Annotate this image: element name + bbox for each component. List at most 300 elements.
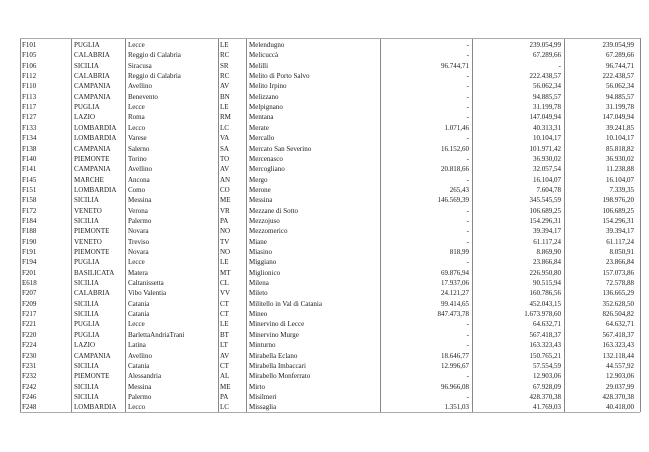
row-sigla: LE bbox=[220, 103, 229, 112]
row-code: F224 bbox=[22, 341, 37, 350]
row-amount-a: 12.996,67 bbox=[441, 361, 469, 370]
row-amount-a: - bbox=[466, 82, 469, 91]
row-region: PIEMONTE bbox=[74, 227, 110, 236]
row-code: F191 bbox=[22, 248, 37, 256]
row-province: Catania bbox=[128, 299, 150, 308]
row-code: F117 bbox=[22, 103, 37, 112]
row-code: F184 bbox=[22, 216, 37, 225]
row-comune: Melendugno bbox=[249, 41, 285, 49]
row-amount-a: - bbox=[466, 175, 469, 184]
row-sigla: AL bbox=[220, 372, 230, 381]
row-amount-a: - bbox=[466, 372, 469, 381]
row-amount-b: 23.866,84 bbox=[533, 258, 561, 267]
row-amount-c: 39.241,85 bbox=[606, 123, 634, 132]
row-amount-b: 32.057,54 bbox=[533, 165, 561, 174]
row-amount-a: 96.744,71 bbox=[441, 61, 469, 70]
row-amount-a: - bbox=[466, 154, 469, 163]
row-comune: Miasino bbox=[249, 248, 272, 256]
row-amount-b: 226.950,80 bbox=[529, 268, 561, 277]
row-region: SICILIA bbox=[74, 392, 99, 401]
row-amount-a: 17.937,06 bbox=[441, 279, 469, 288]
row-amount-a: 16.152,60 bbox=[441, 144, 469, 153]
row-amount-b: - bbox=[558, 61, 561, 70]
row-province: BarlettaAndriaTrani bbox=[128, 330, 185, 339]
row-province: Ancona bbox=[128, 175, 150, 184]
row-amount-b: 8.869,90 bbox=[536, 248, 561, 256]
row-comune: Mirabella Eclano bbox=[249, 351, 298, 360]
row-province: Alessandria bbox=[128, 372, 162, 381]
row-amount-a: 847.473,78 bbox=[437, 310, 469, 319]
row-amount-b: 160.786,56 bbox=[529, 289, 561, 298]
table-row bbox=[0, 185, 649, 196]
row-comune: Missaglia bbox=[249, 403, 277, 412]
table-row bbox=[0, 226, 649, 237]
row-amount-c: 85.818,82 bbox=[606, 144, 634, 153]
row-sigla: VV bbox=[220, 289, 231, 298]
row-code: F140 bbox=[22, 154, 37, 163]
row-region: VENETO bbox=[74, 237, 102, 246]
row-code: F101 bbox=[22, 41, 37, 49]
row-amount-c: 44.557,92 bbox=[606, 361, 634, 370]
row-amount-a: - bbox=[466, 51, 469, 60]
row-amount-a: 20.818,66 bbox=[441, 165, 469, 174]
row-region: VENETO bbox=[74, 206, 102, 215]
row-province: Palermo bbox=[128, 216, 152, 225]
row-amount-c: 64.632,71 bbox=[606, 320, 634, 329]
row-sigla: PA bbox=[220, 392, 229, 401]
row-code: F138 bbox=[22, 144, 37, 153]
row-region: BASILICATA bbox=[74, 268, 115, 277]
table-row bbox=[0, 102, 649, 113]
row-province: Lecce bbox=[128, 320, 145, 329]
row-province: Lecce bbox=[128, 258, 145, 267]
row-region: LOMBARDIA bbox=[74, 134, 117, 143]
row-region: MARCHE bbox=[74, 175, 104, 184]
row-code: F209 bbox=[22, 299, 37, 308]
row-amount-b: 222.438,57 bbox=[529, 72, 561, 81]
row-amount-a: - bbox=[466, 392, 469, 401]
row-comune: Mercogliano bbox=[249, 165, 285, 174]
row-amount-c: 132.118,44 bbox=[602, 351, 634, 360]
row-amount-a: - bbox=[466, 227, 469, 236]
row-region: PIEMONTE bbox=[74, 248, 110, 256]
row-amount-c: 154.296,31 bbox=[602, 216, 634, 225]
row-region: PUGLIA bbox=[74, 41, 100, 49]
row-amount-b: 39.394,17 bbox=[533, 227, 561, 236]
row-amount-a: - bbox=[466, 92, 469, 101]
row-code: F105 bbox=[22, 51, 37, 60]
row-comune: Melito di Porto Salvo bbox=[249, 72, 310, 81]
row-code: F220 bbox=[22, 330, 37, 339]
row-region: SICILIA bbox=[74, 196, 99, 205]
row-amount-c: 67.289,66 bbox=[606, 51, 634, 60]
table-row bbox=[0, 175, 649, 186]
row-comune: Mercenasco bbox=[249, 154, 283, 163]
row-sigla: CT bbox=[220, 310, 229, 319]
row-amount-c: 136.665,29 bbox=[602, 289, 634, 298]
row-province: Verona bbox=[128, 206, 148, 215]
row-code: F141 bbox=[22, 165, 37, 174]
row-region: LOMBARDIA bbox=[74, 123, 117, 132]
row-code: F207 bbox=[22, 289, 37, 298]
row-amount-c: 10.104,17 bbox=[606, 134, 634, 143]
row-amount-a: - bbox=[466, 320, 469, 329]
row-province: Latina bbox=[128, 341, 146, 350]
row-amount-b: 154.296,31 bbox=[529, 216, 561, 225]
row-code: F188 bbox=[22, 227, 37, 236]
row-code: F232 bbox=[22, 372, 37, 381]
row-region: CALABRIA bbox=[74, 289, 110, 298]
row-sigla: SR bbox=[220, 61, 229, 70]
row-region: SICILIA bbox=[74, 61, 99, 70]
row-code: F134 bbox=[22, 134, 37, 143]
table-row bbox=[0, 351, 649, 362]
row-amount-b: 40.313,31 bbox=[533, 123, 561, 132]
row-sigla: CO bbox=[220, 185, 230, 194]
row-amount-c: 222.438,57 bbox=[602, 72, 634, 81]
row-comune: Minervino di Lecce bbox=[249, 320, 305, 329]
row-amount-c: 8.050,91 bbox=[609, 248, 634, 256]
row-sigla: AV bbox=[220, 165, 230, 174]
row-sigla: AN bbox=[220, 175, 231, 184]
row-region: SICILIA bbox=[74, 279, 99, 288]
row-code: F145 bbox=[22, 175, 37, 184]
row-code: F217 bbox=[22, 310, 37, 319]
row-province: Lecce bbox=[128, 41, 145, 49]
row-province: Messina bbox=[128, 196, 152, 205]
row-amount-b: 12.903,06 bbox=[533, 372, 561, 381]
row-amount-c: 56.062,34 bbox=[606, 82, 634, 91]
row-amount-c: 72.578,88 bbox=[606, 279, 634, 288]
row-amount-b: 90.515,94 bbox=[533, 279, 561, 288]
row-sigla: TV bbox=[220, 237, 230, 246]
row-sigla: LE bbox=[220, 41, 229, 49]
row-amount-c: 23.866,84 bbox=[606, 258, 634, 267]
table-row bbox=[0, 402, 649, 413]
row-comune: Miglionico bbox=[249, 268, 281, 277]
row-province: Treviso bbox=[128, 237, 150, 246]
row-comune: Minervino Murge bbox=[249, 330, 299, 339]
row-amount-c: 11.238,88 bbox=[606, 165, 634, 174]
row-comune: Merone bbox=[249, 185, 271, 194]
row-sigla: LE bbox=[220, 258, 229, 267]
row-amount-b: 36.930,02 bbox=[533, 154, 561, 163]
row-province: Lecco bbox=[128, 123, 146, 132]
row-code: F172 bbox=[22, 206, 37, 215]
row-amount-b: 345.545,59 bbox=[529, 196, 561, 205]
row-code: F112 bbox=[22, 72, 37, 81]
row-region: PUGLIA bbox=[74, 258, 100, 267]
row-amount-b: 150.765,21 bbox=[529, 351, 561, 360]
table-row bbox=[0, 71, 649, 82]
row-code: F242 bbox=[22, 382, 37, 391]
row-region: CAMPANIA bbox=[74, 351, 111, 360]
row-region: CAMPANIA bbox=[74, 82, 111, 91]
row-comune: Mirabella Imbaccari bbox=[249, 361, 306, 370]
row-amount-c: 61.117,24 bbox=[606, 237, 634, 246]
row-sigla: NO bbox=[220, 227, 231, 236]
row-region: PUGLIA bbox=[74, 330, 100, 339]
row-sigla: CL bbox=[220, 279, 229, 288]
row-code: F201 bbox=[22, 268, 37, 277]
table-row bbox=[0, 299, 649, 310]
row-amount-c: 106.689,25 bbox=[602, 206, 634, 215]
table-row bbox=[0, 40, 649, 51]
row-province: Vibo Valentia bbox=[128, 289, 167, 298]
row-province: Reggio di Calabria bbox=[128, 72, 181, 81]
row-amount-b: 7.604,78 bbox=[536, 185, 561, 194]
row-sigla: RC bbox=[220, 72, 230, 81]
row-code: F106 bbox=[22, 61, 37, 70]
row-amount-b: 16.104,07 bbox=[533, 175, 561, 184]
table-row bbox=[0, 112, 649, 123]
table-row bbox=[0, 195, 649, 206]
row-region: PIEMONTE bbox=[74, 154, 110, 163]
row-province: Lecco bbox=[128, 403, 146, 412]
row-amount-a: - bbox=[466, 258, 469, 267]
row-amount-b: 61.117,24 bbox=[533, 237, 561, 246]
row-amount-a: - bbox=[466, 134, 469, 143]
row-sigla: AV bbox=[220, 82, 230, 91]
row-amount-c: 239.054,99 bbox=[602, 41, 634, 49]
row-province: Reggio di Calabria bbox=[128, 51, 181, 60]
row-amount-b: 452.043,15 bbox=[529, 299, 561, 308]
row-sigla: MT bbox=[220, 268, 231, 277]
row-province: Catania bbox=[128, 310, 150, 319]
row-province: Benevento bbox=[128, 92, 158, 101]
table-row bbox=[0, 50, 649, 61]
row-comune: Mileto bbox=[249, 289, 268, 298]
row-sigla: LT bbox=[220, 341, 228, 350]
row-province: Avellino bbox=[128, 351, 152, 360]
row-sigla: BT bbox=[220, 330, 229, 339]
row-province: Palermo bbox=[128, 392, 152, 401]
row-code: F158 bbox=[22, 196, 37, 205]
row-comune: Messina bbox=[249, 196, 273, 205]
table-row bbox=[0, 392, 649, 403]
row-sigla: ME bbox=[220, 382, 231, 391]
row-comune: Mergo bbox=[249, 175, 268, 184]
row-code: F194 bbox=[22, 258, 37, 267]
row-comune: Miggiano bbox=[249, 258, 277, 267]
row-sigla: NO bbox=[220, 248, 231, 256]
row-amount-c: 94.885,57 bbox=[606, 92, 634, 101]
row-comune: Mineo bbox=[249, 310, 268, 319]
table-row bbox=[0, 247, 649, 258]
row-amount-a: - bbox=[466, 330, 469, 339]
row-code: F221 bbox=[22, 320, 37, 329]
row-province: Varese bbox=[128, 134, 147, 143]
table-row bbox=[0, 340, 649, 351]
row-code: F246 bbox=[22, 392, 37, 401]
row-amount-b: 10.104,17 bbox=[533, 134, 561, 143]
row-province: Matera bbox=[128, 268, 148, 277]
row-amount-c: 96.744,71 bbox=[606, 61, 634, 70]
row-comune: Melpignano bbox=[249, 103, 283, 112]
row-sigla: LC bbox=[220, 123, 229, 132]
row-amount-c: 36.930,02 bbox=[606, 154, 634, 163]
row-amount-c: 352.628,50 bbox=[602, 299, 634, 308]
row-comune: Mirto bbox=[249, 382, 265, 391]
row-sigla: RC bbox=[220, 51, 230, 60]
row-province: Como bbox=[128, 185, 146, 194]
row-sigla: VR bbox=[220, 206, 230, 215]
table-row bbox=[0, 361, 649, 372]
row-comune: Merate bbox=[249, 123, 269, 132]
row-comune: Melilli bbox=[249, 61, 269, 70]
row-code: F190 bbox=[22, 237, 37, 246]
row-amount-a: 18.646,77 bbox=[441, 351, 469, 360]
row-sigla: SA bbox=[220, 144, 229, 153]
row-amount-b: 428.370,38 bbox=[529, 392, 561, 401]
row-amount-b: 94.885,57 bbox=[533, 92, 561, 101]
row-amount-a: - bbox=[466, 237, 469, 246]
table-row bbox=[0, 206, 649, 217]
row-code: F127 bbox=[22, 113, 37, 122]
row-amount-b: 147.049,94 bbox=[529, 113, 561, 122]
row-region: SICILIA bbox=[74, 382, 99, 391]
table-row bbox=[0, 61, 649, 72]
row-code: F110 bbox=[22, 82, 37, 91]
row-amount-a: - bbox=[466, 103, 469, 112]
row-comune: Mezzojuso bbox=[249, 216, 280, 225]
table-row bbox=[0, 237, 649, 248]
row-comune: Miane bbox=[249, 237, 267, 246]
row-region: LOMBARDIA bbox=[74, 403, 117, 412]
row-comune: Misilmeri bbox=[249, 392, 277, 401]
row-region: SICILIA bbox=[74, 310, 99, 319]
row-sigla: AV bbox=[220, 351, 230, 360]
row-amount-c: 826.504,82 bbox=[602, 310, 634, 319]
row-amount-a: 69.876,94 bbox=[441, 268, 469, 277]
row-amount-c: 163.323,43 bbox=[602, 341, 634, 350]
row-amount-c: 12.903,06 bbox=[606, 372, 634, 381]
row-region: LAZIO bbox=[74, 113, 95, 122]
row-comune: Mercallo bbox=[249, 134, 275, 143]
row-code: E618 bbox=[22, 279, 37, 288]
row-amount-b: 101.971,42 bbox=[529, 144, 561, 153]
row-amount-b: 67.928,09 bbox=[533, 382, 561, 391]
row-comune: Melicuccà bbox=[249, 51, 279, 60]
row-province: Torino bbox=[128, 154, 147, 163]
row-amount-b: 56.062,34 bbox=[533, 82, 561, 91]
row-amount-a: 1.071,46 bbox=[444, 123, 469, 132]
row-province: Siracusa bbox=[128, 61, 152, 70]
table-row bbox=[0, 319, 649, 330]
row-amount-a: 99.414,65 bbox=[441, 299, 469, 308]
row-comune: Mezzomerico bbox=[249, 227, 288, 236]
row-amount-b: 64.632,71 bbox=[533, 320, 561, 329]
table-row bbox=[0, 154, 649, 165]
row-amount-c: 567.418,37 bbox=[602, 330, 634, 339]
row-amount-b: 567.418,37 bbox=[529, 330, 561, 339]
row-sigla: ME bbox=[220, 196, 231, 205]
row-amount-a: 265,43 bbox=[449, 185, 469, 194]
row-amount-a: 96.966,08 bbox=[441, 382, 469, 391]
row-province: Lecce bbox=[128, 103, 145, 112]
row-amount-a: 24.121,27 bbox=[441, 289, 469, 298]
table-row bbox=[0, 81, 649, 92]
row-region: CALABRIA bbox=[74, 72, 110, 81]
row-region: PUGLIA bbox=[74, 320, 100, 329]
row-comune: Melito Irpino bbox=[249, 82, 287, 91]
row-amount-b: 67.289,66 bbox=[533, 51, 561, 60]
row-region: LAZIO bbox=[74, 341, 95, 350]
row-amount-c: 428.370,38 bbox=[602, 392, 634, 401]
table-row bbox=[0, 123, 649, 134]
row-region: SICILIA bbox=[74, 299, 99, 308]
row-comune: Mezzane di Sotto bbox=[249, 206, 298, 215]
table-row bbox=[0, 133, 649, 144]
table-row bbox=[0, 278, 649, 289]
row-amount-c: 29.037,99 bbox=[606, 382, 634, 391]
row-region: LOMBARDIA bbox=[74, 185, 117, 194]
table-row bbox=[0, 309, 649, 320]
row-region: CAMPANIA bbox=[74, 144, 111, 153]
row-comune: Mentana bbox=[249, 113, 274, 122]
row-amount-a: - bbox=[466, 41, 469, 49]
row-comune: Mercato San Severino bbox=[249, 144, 312, 153]
row-province: Avellino bbox=[128, 82, 152, 91]
row-sigla: RM bbox=[220, 113, 231, 122]
row-region: PUGLIA bbox=[74, 103, 100, 112]
row-province: Catania bbox=[128, 361, 150, 370]
row-province: Messina bbox=[128, 382, 152, 391]
table-row bbox=[0, 164, 649, 175]
table-row bbox=[0, 371, 649, 382]
table-row bbox=[0, 92, 649, 103]
row-amount-c: 31.199,78 bbox=[606, 103, 634, 112]
row-amount-a: - bbox=[466, 206, 469, 215]
row-amount-a: - bbox=[466, 113, 469, 122]
row-sigla: TO bbox=[220, 154, 230, 163]
row-comune: Melizzano bbox=[249, 92, 279, 101]
row-province: Novara bbox=[128, 248, 149, 256]
row-code: F151 bbox=[22, 185, 37, 194]
row-comune: Militello in Val di Catania bbox=[249, 299, 322, 308]
row-amount-a: 818,99 bbox=[449, 248, 469, 256]
table-row bbox=[0, 382, 649, 393]
row-sigla: PA bbox=[220, 216, 229, 225]
row-sigla: LE bbox=[220, 320, 229, 329]
row-region: CAMPANIA bbox=[74, 92, 111, 101]
table-row bbox=[0, 268, 649, 279]
row-code: F133 bbox=[22, 123, 37, 132]
row-amount-c: 157.073,86 bbox=[602, 268, 634, 277]
row-amount-a: 146.569,39 bbox=[437, 196, 469, 205]
row-amount-b: 41.769,03 bbox=[533, 403, 561, 412]
row-region: CAMPANIA bbox=[74, 165, 111, 174]
row-sigla: VA bbox=[220, 134, 230, 143]
table-row bbox=[0, 257, 649, 268]
table-row bbox=[0, 216, 649, 227]
row-comune: Minturno bbox=[249, 341, 276, 350]
row-code: F231 bbox=[22, 361, 37, 370]
row-amount-c: 16.104,07 bbox=[606, 175, 634, 184]
row-amount-c: 39.394,17 bbox=[606, 227, 634, 236]
row-amount-b: 31.199,78 bbox=[533, 103, 561, 112]
table-row bbox=[0, 330, 649, 341]
row-region: PIEMONTE bbox=[74, 372, 110, 381]
row-region: SICILIA bbox=[74, 361, 99, 370]
row-province: Avellino bbox=[128, 165, 152, 174]
row-sigla: CT bbox=[220, 361, 229, 370]
row-amount-b: 239.054,99 bbox=[529, 41, 561, 49]
row-comune: Mirabello Monferrato bbox=[249, 372, 311, 381]
row-amount-b: 106.689,25 bbox=[529, 206, 561, 215]
row-code: F230 bbox=[22, 351, 37, 360]
row-province: Novara bbox=[128, 227, 149, 236]
